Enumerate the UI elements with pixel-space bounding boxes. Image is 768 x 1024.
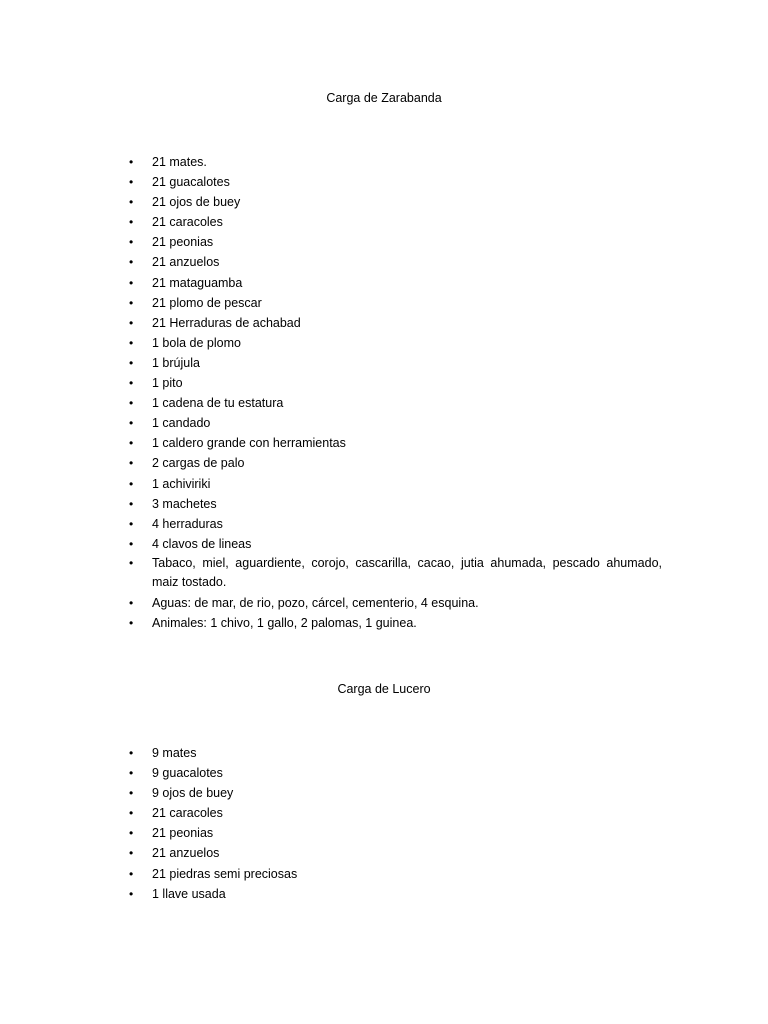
- bullet-icon: •: [129, 766, 134, 781]
- bullet-icon: •: [129, 275, 134, 290]
- bullet-icon: •: [129, 355, 134, 370]
- list-item: [122, 252, 662, 272]
- list-item-text: 9 guacalotes: [152, 766, 223, 781]
- list-item-text: 21 plomo de pescar: [152, 295, 262, 310]
- bullet-icon: •: [129, 746, 134, 760]
- list-item-text: 3 machetes: [152, 496, 217, 511]
- item-list-zarabanda: [122, 152, 662, 633]
- list-item: [122, 433, 662, 453]
- list-item: [122, 763, 662, 783]
- list-item-text: 21 piedras semi preciosas: [152, 866, 298, 881]
- list-item: [122, 803, 662, 823]
- bullet-icon: •: [129, 866, 134, 881]
- list-item: [122, 534, 662, 554]
- list-item: [122, 554, 662, 593]
- list-item-text: 21 anzuelos: [152, 255, 220, 270]
- bullet-icon: •: [129, 886, 134, 901]
- list-item-text: 1 llave usada: [152, 886, 226, 901]
- list-item-text: 1 pito: [152, 376, 183, 391]
- list-item: [122, 313, 662, 333]
- list-item: [122, 593, 662, 613]
- list-item: [122, 353, 662, 373]
- list-item-text: 4 clavos de lineas: [152, 536, 252, 551]
- list-item-text: 21 guacalotes: [152, 175, 230, 190]
- item-list-lucero: [122, 743, 662, 904]
- bullet-icon: •: [129, 806, 134, 821]
- list-item-text: 21 ojos de buey: [152, 195, 241, 210]
- bullet-icon: •: [129, 255, 134, 270]
- bullet-icon: •: [129, 295, 134, 310]
- list-item: [122, 494, 662, 514]
- bullet-icon: •: [129, 786, 134, 801]
- list-item-text: 21 anzuelos: [152, 846, 220, 861]
- list-item: [122, 192, 662, 212]
- list-item-text: 21 peonias: [152, 235, 214, 250]
- bullet-icon: •: [129, 496, 134, 511]
- section-title-zarabanda: Carga de Zarabanda: [326, 91, 442, 105]
- list-item-text: 1 bola de plomo: [152, 335, 241, 350]
- list-item: [122, 212, 662, 232]
- bullet-icon: •: [129, 235, 134, 250]
- list-item-text: 21 Herraduras de achabad: [152, 315, 301, 330]
- list-item-text: 4 herraduras: [152, 516, 223, 531]
- bullet-icon: •: [129, 335, 134, 350]
- list-item-text: 1 achiviriki: [152, 476, 211, 491]
- list-item: [122, 613, 662, 633]
- list-item-text: Animales: 1 chivo, 1 gallo, 2 palomas, 1 guinea.: [152, 615, 417, 630]
- bullet-icon: •: [129, 436, 134, 451]
- list-item: [122, 884, 662, 904]
- bullet-icon: •: [129, 516, 134, 531]
- list-item: [122, 514, 662, 534]
- bullet-icon: •: [129, 315, 134, 330]
- list-item-text: 9 mates: [152, 746, 197, 760]
- list-item-text: 1 brújula: [152, 355, 200, 370]
- bullet-icon: •: [129, 476, 134, 491]
- bullet-icon: •: [129, 215, 134, 230]
- list-item: [122, 864, 662, 884]
- bullet-icon: •: [129, 416, 134, 431]
- list-item: [122, 743, 662, 763]
- list-item-text: 2 cargas de palo: [152, 456, 245, 471]
- list-item: [122, 293, 662, 313]
- list-item-text: Tabaco, miel, aguardiente, corojo, cascarilla, cacao, jutia ahumada, pescado ahumado, maiz tostado.: [152, 555, 662, 589]
- list-item: [122, 453, 662, 473]
- bullet-icon: •: [129, 615, 134, 630]
- bullet-icon: •: [129, 396, 134, 411]
- bullet-icon: •: [129, 376, 134, 391]
- bullet-icon: •: [129, 175, 134, 190]
- list-item-text: 21 caracoles: [152, 215, 223, 230]
- list-item: [122, 273, 662, 293]
- list-item: [122, 393, 662, 413]
- list-item: [122, 843, 662, 863]
- bullet-icon: •: [129, 555, 134, 570]
- list-item-text: 1 caldero grande con herramientas: [152, 436, 346, 451]
- list-item-text: Aguas: de mar, de rio, pozo, cárcel, cementerio, 4 esquina.: [152, 595, 479, 610]
- bullet-icon: •: [129, 155, 134, 169]
- bullet-icon: •: [129, 456, 134, 471]
- list-item: [122, 172, 662, 192]
- list-item-text: 1 candado: [152, 416, 211, 431]
- bullet-icon: •: [129, 536, 134, 551]
- list-item: [122, 823, 662, 843]
- bullet-icon: •: [129, 846, 134, 861]
- list-item: [122, 333, 662, 353]
- list-item-text: 9 ojos de buey: [152, 786, 234, 801]
- list-item: [122, 152, 662, 172]
- bullet-icon: •: [129, 826, 134, 841]
- list-item: [122, 413, 662, 433]
- list-item-text: 21 mates.: [152, 155, 207, 169]
- bullet-icon: •: [129, 195, 134, 210]
- list-item-text: 1 cadena de tu estatura: [152, 396, 284, 411]
- list-item-text: 21 peonias: [152, 826, 214, 841]
- list-item-text: 21 mataguamba: [152, 275, 243, 290]
- list-item: [122, 373, 662, 393]
- list-item: [122, 783, 662, 803]
- section-title-lucero: Carga de Lucero: [337, 682, 431, 696]
- bullet-icon: •: [129, 595, 134, 610]
- list-item: [122, 232, 662, 252]
- list-item: [122, 474, 662, 494]
- list-item-text: 21 caracoles: [152, 806, 223, 821]
